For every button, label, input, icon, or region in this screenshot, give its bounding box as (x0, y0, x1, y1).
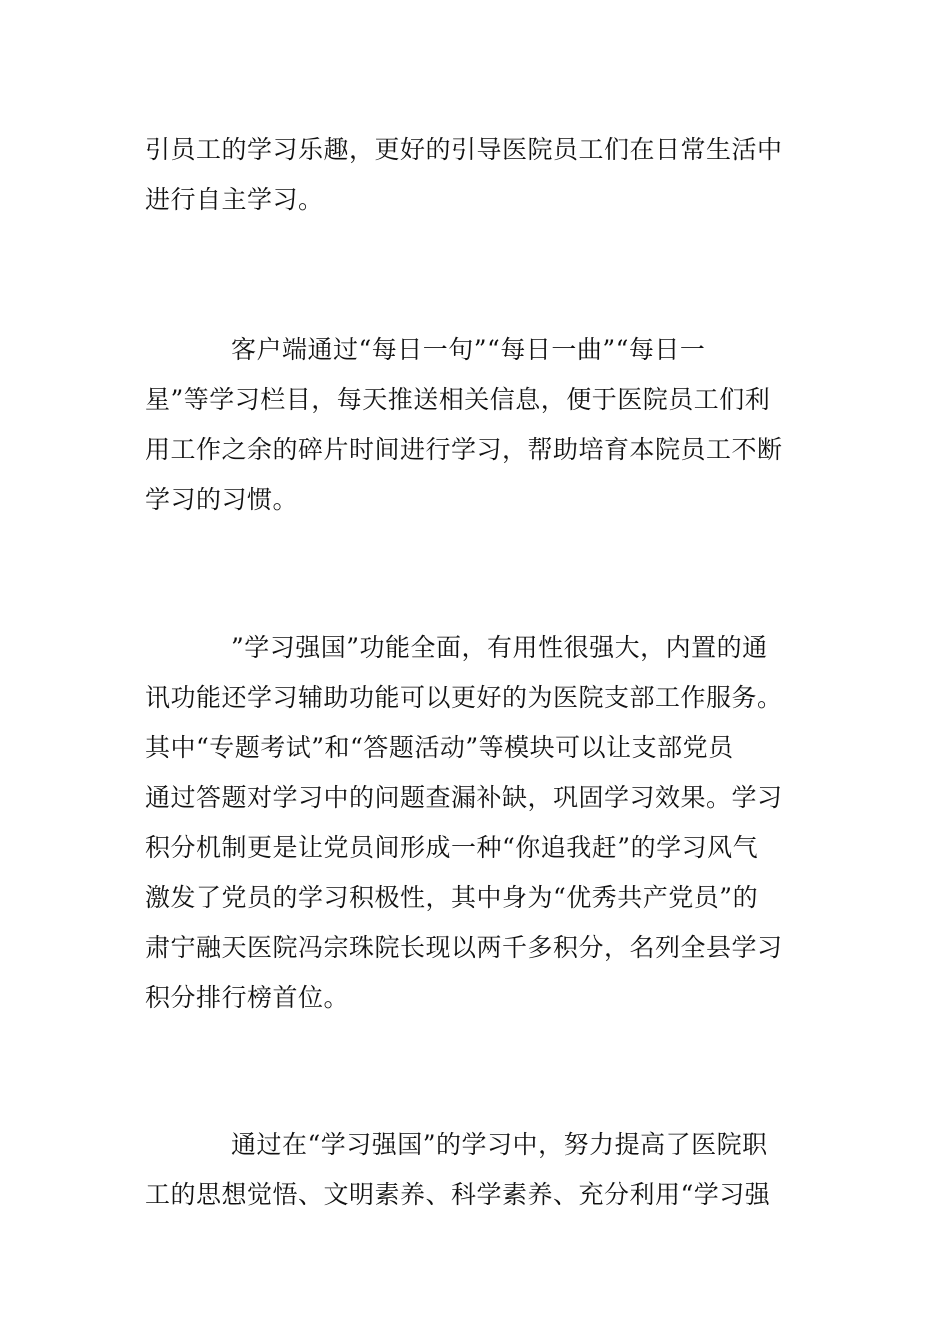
paragraph-line: 星”等学习栏目，每天推送相关信息，便于医院员工们利 (145, 385, 771, 414)
paragraph-line: 进行自主学习。 (145, 185, 324, 214)
paragraph-line: ”学习强国”功能全面，有用性很强大，内置的通 (231, 633, 768, 662)
paragraph-line: 肃宁融天医院冯宗珠院长现以两千多积分，名列全县学习 (145, 933, 783, 962)
paragraph-line: 学习的习惯。 (145, 485, 299, 514)
paragraph-line: 其中“专题考试”和“答题活动”等模块可以让支部党员 (145, 733, 734, 762)
paragraph-line: 激发了党员的学习积极性，其中身为“优秀共产党员”的 (145, 883, 759, 912)
paragraph-line: 用工作之余的碎片时间进行学习，帮助培育本院员工不断 (145, 435, 783, 464)
paragraph-line: 通过答题对学习中的问题查漏补缺，巩固学习效果。学习 (145, 783, 783, 812)
paragraph-1 (145, 125, 825, 225)
paragraph-line: 积分排行榜首位。 (145, 983, 350, 1012)
paragraph-2 (145, 325, 825, 525)
paragraph-4 (145, 1120, 825, 1220)
paragraph-line: 通过在“学习强国”的学习中，努力提高了医院职 (231, 1130, 768, 1159)
paragraph-line: 积分机制更是让党员间形成一种“你追我赶”的学习风气 (145, 833, 759, 862)
paragraph-3 (145, 623, 825, 1023)
paragraph-line: 工的思想觉悟、文明素养、科学素养、充分利用“学习强 (145, 1180, 771, 1209)
paragraph-line: 讯功能还学习辅助功能可以更好的为医院支部工作服务。 (145, 683, 783, 712)
paragraph-line: 客户端通过“每日一句”“每日一曲”“每日一 (231, 335, 706, 364)
paragraph-line: 引员工的学习乐趣，更好的引导医院员工们在日常生活中 (145, 135, 783, 164)
